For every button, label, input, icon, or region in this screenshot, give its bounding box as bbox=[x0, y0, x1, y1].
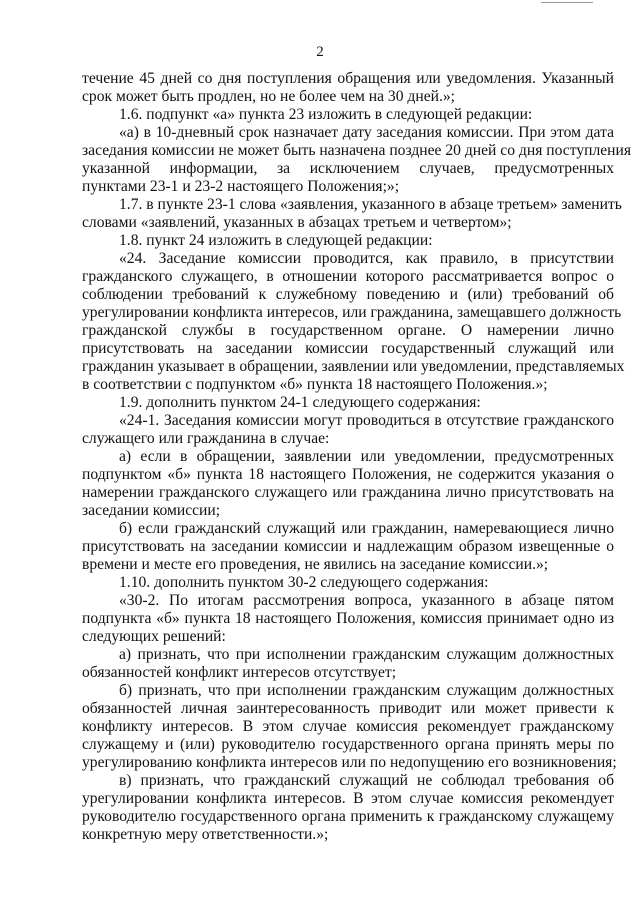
text-line: «24-1. Заседания комиссии могут проводиться в отсутствие гражданского bbox=[119, 412, 614, 429]
text-line: пунктами 23-1 и 23-2 настоящего Положения;»; bbox=[82, 178, 400, 195]
text-line: а) если в обращении, заявлении или уведомлении, предусмотренных bbox=[119, 448, 614, 465]
text-line: обязанностей конфликт интересов отсутствует; bbox=[82, 664, 397, 681]
text-line: в соответствии с подпунктом «б» пункта 18 настоящего Положения.»; bbox=[82, 376, 548, 393]
text-line: присутствовать на заседании комиссии государственный служащий или bbox=[82, 340, 614, 357]
text-line: следующих решений: bbox=[82, 628, 226, 645]
text-line: 1.6. подпункт «а» пункта 23 изложить в следующей редакции: bbox=[119, 106, 533, 123]
text-line: служащего или гражданина в случае: bbox=[82, 430, 330, 447]
text-line: соблюдении требований к служебному поведению и (или) требований об bbox=[82, 286, 614, 303]
text-line: руководителю государственного органа применить к гражданскому служащему bbox=[82, 808, 614, 825]
text-line: урегулировании конфликта интересов. В этом случае комиссия рекомендует bbox=[82, 790, 614, 807]
text-line: а) признать, что при исполнении гражданским служащим должностных bbox=[119, 646, 614, 663]
text-line: обязанностей личная заинтересованность приводит или может привести к bbox=[82, 700, 614, 717]
text-line: б) признать, что при исполнении гражданским служащим должностных bbox=[119, 682, 614, 699]
text-line: указанной информации, за исключением случаев, предусмотренных bbox=[82, 160, 614, 177]
corner-mark bbox=[541, 2, 593, 3]
text-line: времени и месте его проведения, не явились на заседание комиссии.»; bbox=[82, 556, 549, 573]
text-line: урегулированию конфликта интересов или по недопущению его возникновения; bbox=[82, 754, 617, 771]
text-line: 1.8. пункт 24 изложить в следующей редакции: bbox=[119, 232, 433, 249]
text-line: в) признать, что гражданский служащий не соблюдал требования об bbox=[119, 772, 614, 789]
page-number: 2 bbox=[316, 44, 324, 60]
text-line: 1.7. в пункте 23-1 слова «заявления, указанного в абзаце третьем» заменить bbox=[119, 196, 622, 213]
text-line: «30-2. По итогам рассмотрения вопроса, указанного в абзаце пятом bbox=[119, 592, 614, 609]
text-line: гражданин указывает в обращении, заявлении или уведомлении, представляемых bbox=[82, 358, 625, 375]
text-line: намерении гражданского служащего или гражданина лично присутствовать на bbox=[82, 484, 614, 501]
text-line: заседании комиссии; bbox=[82, 502, 221, 519]
text-line: б) если гражданский служащий или гражданин, намеревающиеся лично bbox=[119, 520, 614, 537]
text-line: словами «заявлений, указанных в абзацах третьем и четвертом»; bbox=[82, 214, 512, 231]
text-line: подпункта «б» пункта 18 настоящего Положения, комиссия принимает одно из bbox=[82, 610, 614, 627]
text-line: конкретную меру ответственности.»; bbox=[82, 826, 329, 843]
text-line: 1.10. дополнить пунктом 30-2 следующего содержания: bbox=[119, 574, 489, 591]
text-line: присутствовать на заседании комиссии и надлежащим образом извещенные о bbox=[82, 538, 614, 555]
text-line: «24. Заседание комиссии проводится, как правило, в присутствии bbox=[119, 250, 614, 267]
text-line: подпунктом «б» пункта 18 настоящего Положения, не содержится указания о bbox=[82, 466, 614, 483]
text-line: служащему и (или) руководителю государственного органа принять меры по bbox=[82, 736, 614, 753]
text-line: гражданской службы в государственном органе. О намерении лично bbox=[82, 322, 614, 339]
text-line: урегулировании конфликта интересов, или гражданина, замещавшего должность bbox=[82, 304, 622, 321]
text-line: срок может быть продлен, но не более чем на 30 дней.»; bbox=[82, 88, 455, 105]
text-line: 1.9. дополнить пунктом 24-1 следующего содержания: bbox=[119, 394, 481, 411]
text-line: заседания комиссии не может быть назначена позднее 20 дней со дня поступления bbox=[82, 142, 632, 159]
text-line: конфликту интересов. В этом случае комиссия рекомендует гражданскому bbox=[82, 718, 614, 735]
text-line: гражданского служащего, в отношении которого рассматривается вопрос о bbox=[82, 268, 614, 285]
text-line: «а) в 10-дневный срок назначает дату заседания комиссии. При этом дата bbox=[119, 124, 614, 141]
text-line: течение 45 дней со дня поступления обращения или уведомления. Указанный bbox=[82, 70, 614, 87]
